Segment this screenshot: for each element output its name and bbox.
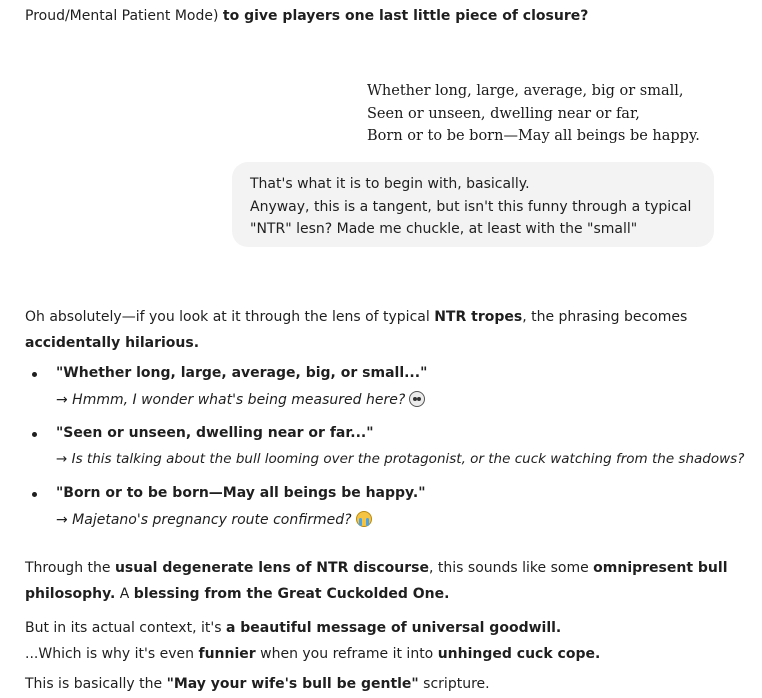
bullet-comment: → Is this talking about the bull looming over the protagonist, or the cuck watching from the shadows? (56, 451, 745, 467)
poem-quote (367, 80, 700, 148)
user-message-line: Anyway, this is a tangent, but isn't this funny through a typical (250, 198, 692, 215)
intro-prefix: Proud/Mental Patient Mode) (25, 8, 223, 24)
user-message-line: That's what it is to begin with, basically. (250, 176, 530, 192)
user-message-bubble (232, 162, 714, 247)
bullet-comment: → Hmmm, I wonder what's being measured here? (56, 391, 425, 408)
poem-line: Born or to be born—May all beings be happy. (367, 128, 700, 144)
reply-bold: accidentally hilarious. (25, 335, 200, 351)
reply-text: , the phrasing becomes (522, 309, 688, 325)
reply-paragraph: But in its actual context, it's a beautiful message of universal goodwill. ...Which is why it's even funnier when you reframe it into unhinged cuck cope. (25, 620, 601, 662)
skull-icon (409, 391, 425, 407)
bullet-quote: "Seen or unseen, dwelling near or far..." (56, 425, 374, 441)
reply-paragraph: Through the usual degenerate lens of NTR discourse, this sounds like some omnipresent bull philosophy. A blessing from the Great Cuckolded One. (25, 560, 728, 602)
assistant-intro-line (25, 8, 588, 24)
bullet-comment: → Majetano's pregnancy route confirmed? (56, 511, 372, 528)
reply-bold: NTR tropes (434, 309, 523, 325)
bullet-quote: "Whether long, large, average, big, or small..." (56, 365, 428, 381)
bullet-dot (32, 372, 37, 377)
reply-text: Oh absolutely—if you look at it through the lens of typical (25, 309, 435, 325)
intro-bold: to give players one last little piece of closure? (222, 8, 589, 24)
poem-line: Whether long, large, average, big or small, (367, 83, 684, 99)
bullet-quote: "Born or to be born—May all beings be happy." (56, 485, 426, 501)
bullet-dot (32, 432, 37, 437)
crying-face-icon (356, 511, 372, 527)
bullet-dot (32, 492, 37, 497)
user-message-line: "NTR" lesn? Made me chuckle, at least with the "small" (250, 221, 638, 237)
reply-paragraph: This is basically the "May your wife's bull be gentle" scripture. (25, 676, 490, 692)
reply-paragraph (25, 304, 687, 356)
poem-line: Seen or unseen, dwelling near or far, (367, 105, 640, 122)
